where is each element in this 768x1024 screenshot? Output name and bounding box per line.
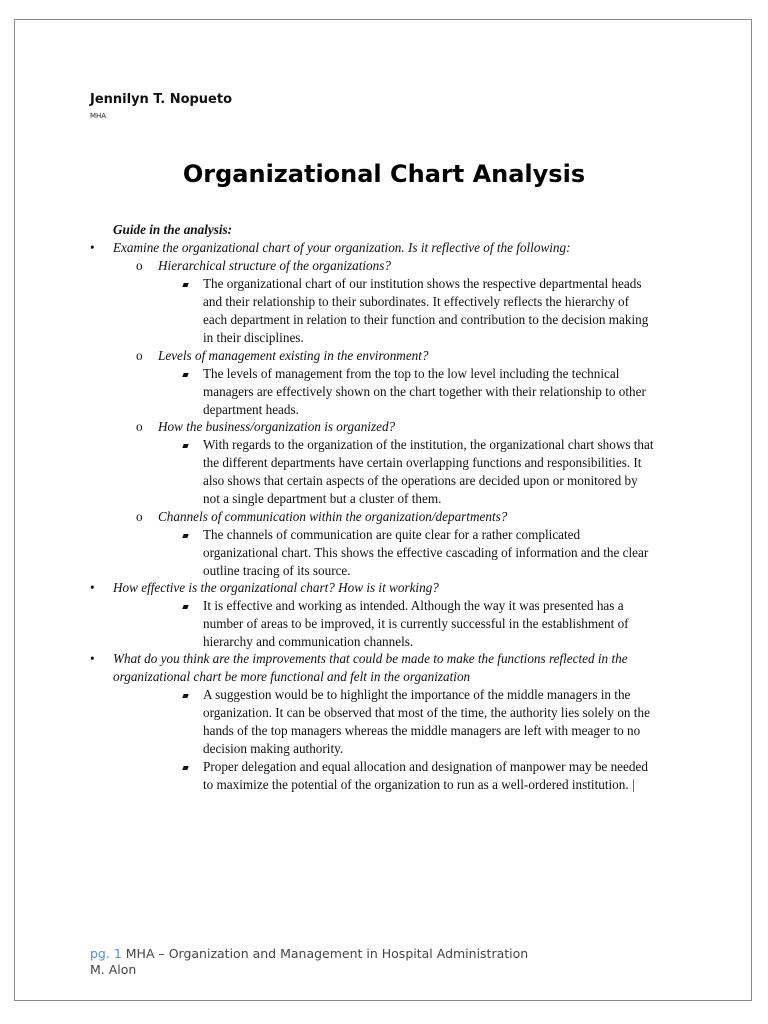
answer-line: department heads. bbox=[203, 402, 299, 417]
square-bullet-icon bbox=[182, 283, 188, 287]
page-number: pg. 1 bbox=[90, 946, 122, 961]
course-name: MHA – Organization and Management in Hospital Administration bbox=[125, 946, 529, 961]
bullet-icon: • bbox=[90, 240, 95, 255]
document-title: Organizational Chart Analysis bbox=[182, 160, 586, 188]
answer-line: A suggestion would be to highlight the importance of the middle managers in the bbox=[203, 687, 631, 702]
question-1: Examine the organizational chart of your organization. Is it reflective of the following: bbox=[113, 240, 571, 255]
answer-line: and their relationship to their subordinates. It effectively reflects the hierarchy of bbox=[203, 294, 629, 309]
question-2: How effective is the organizational chart? How is it working? bbox=[113, 580, 439, 595]
answer-line: in their disciplines. bbox=[203, 330, 304, 345]
square-bullet-icon bbox=[182, 694, 188, 698]
sub-question-3: How the business/organization is organized? bbox=[158, 419, 396, 434]
question-3-continued: organizational chart be more functional and felt in the organization bbox=[113, 669, 471, 684]
answer-line: to maximize the potential of the organization to run as a well-ordered institution. | bbox=[203, 777, 635, 792]
answer-line: Proper delegation and equal allocation and designation of manpower may be needed bbox=[203, 759, 648, 774]
answer-line: the different departments have certain overlapping functions and responsibilities. It bbox=[203, 455, 642, 470]
answer-line: The organizational chart of our institution shows the respective departmental heads bbox=[203, 276, 642, 291]
answer-line: also shows that certain aspects of the operations are decided upon or monitored by bbox=[203, 473, 638, 488]
answer-line: organizational chart. This shows the effective cascading of information and the clear bbox=[203, 545, 649, 560]
answer-line: number of areas to be improved, it is currently successful in the establishment of bbox=[203, 616, 629, 631]
answer-line: hands of the top managers whereas the middle managers are left with meager to no bbox=[203, 723, 641, 738]
footer-line bbox=[90, 946, 528, 962]
page-footer bbox=[90, 946, 528, 978]
circle-bullet-icon: o bbox=[136, 509, 143, 524]
answer-line: The channels of communication are quite clear for a rather complicated bbox=[203, 527, 581, 542]
circle-bullet-icon: o bbox=[136, 348, 143, 363]
circle-bullet-icon: o bbox=[136, 258, 143, 273]
sub-question-1: Hierarchical structure of the organizations? bbox=[158, 258, 391, 273]
square-bullet-icon bbox=[182, 444, 188, 448]
square-bullet-icon bbox=[182, 373, 188, 377]
answer-line: not a single department but a cluster of them. bbox=[203, 491, 442, 506]
guide-heading: Guide in the analysis: bbox=[113, 222, 233, 237]
square-bullet-icon bbox=[182, 534, 188, 538]
answer-line: The levels of management from the top to the low level including the technical bbox=[203, 366, 620, 381]
answer-line: decision making authority. bbox=[203, 741, 344, 756]
answer-line: hierarchy and communication channels. bbox=[203, 634, 414, 649]
author-name: Jennilyn T. Nopueto bbox=[90, 92, 233, 107]
answer-line: each department in relation to their function and contribution to the decision making bbox=[203, 312, 649, 327]
answer-line: managers are effectively shown on the chart together with their relationship to other bbox=[203, 384, 646, 399]
answer-line: organization. It can be observed that most of the time, the authority lies solely on the bbox=[203, 705, 650, 720]
square-bullet-icon bbox=[182, 605, 188, 609]
instructor-name: M. Alon bbox=[90, 962, 137, 977]
author-degree: MHA bbox=[90, 112, 107, 120]
bullet-icon: • bbox=[90, 651, 95, 666]
question-3: What do you think are the improvements that could be made to make the functions reflected in the bbox=[113, 651, 628, 666]
square-bullet-icon bbox=[182, 766, 188, 770]
circle-bullet-icon: o bbox=[136, 419, 143, 434]
sub-question-2: Levels of management existing in the environment? bbox=[158, 348, 429, 363]
answer-line: outline tracing of its source. bbox=[203, 563, 351, 578]
sub-question-4: Channels of communication within the organization/departments? bbox=[158, 509, 508, 524]
answer-line: It is effective and working as intended. Although the way it was presented has a bbox=[203, 598, 624, 613]
bullet-icon: • bbox=[90, 580, 95, 595]
answer-line: With regards to the organization of the institution, the organizational chart shows that bbox=[203, 437, 654, 452]
